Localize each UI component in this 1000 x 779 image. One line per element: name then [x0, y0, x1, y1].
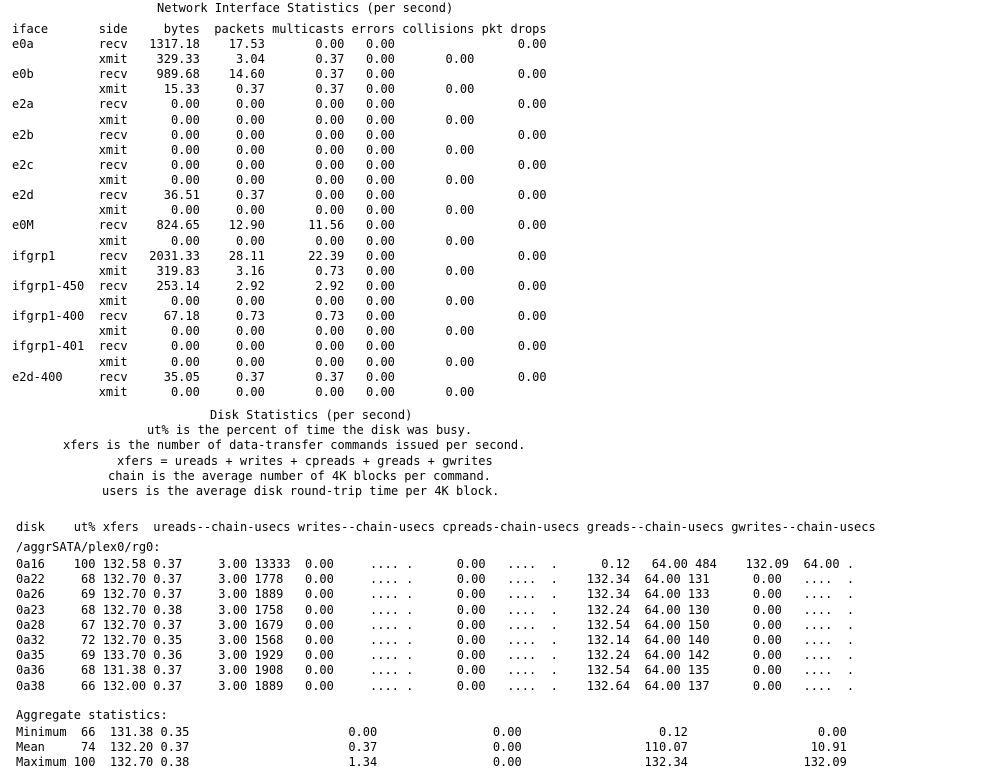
network-title: Network Interface Statistics (per second)	[157, 1, 454, 15]
network-row: e2a recv 0.00 0.00 0.00 0.00 0.00	[12, 97, 547, 112]
network-row: xmit 0.00 0.00 0.00 0.00 0.00	[12, 233, 475, 248]
disk-title: Disk Statistics (per second)	[210, 408, 413, 422]
disk-row: 0a23 68 132.70 0.38 3.00 1758 0.00 .... . 0.00 .... . 132.24 64.00 130 0.00 .... .	[16, 602, 855, 617]
aggregate-row: Minimum 66 131.38 0.35 0.00 0.00 0.12 0.00	[16, 725, 847, 739]
network-row: ifgrp1-400 recv 67.18 0.73 0.73 0.00 0.00	[12, 309, 547, 324]
network-row: e2b recv 0.00 0.00 0.00 0.00 0.00	[12, 127, 547, 142]
network-row: xmit 0.00 0.00 0.00 0.00 0.00	[12, 384, 475, 399]
network-row: xmit 0.00 0.00 0.00 0.00 0.00	[12, 203, 475, 218]
disk-note-xfers: xfers is the number of data-transfer commands issued per second.	[63, 438, 526, 452]
disk-row: 0a32 72 132.70 0.35 3.00 1568 0.00 .... . 0.00 .... . 132.14 64.00 140 0.00 .... .	[16, 633, 855, 647]
network-row: xmit 15.33 0.37 0.37 0.00 0.00	[12, 82, 475, 97]
raid-group-label: /aggrSATA/plex0/rg0:	[16, 540, 161, 554]
network-row: xmit 0.00 0.00 0.00 0.00 0.00	[12, 173, 475, 188]
disk-row: 0a28 67 132.70 0.37 3.00 1679 0.00 .... . 0.00 .... . 132.54 64.00 150 0.00 .... .	[16, 617, 855, 632]
network-row: xmit 0.00 0.00 0.00 0.00 0.00	[12, 354, 475, 369]
network-header: iface side bytes packets multicasts errors collisions pkt drops	[12, 22, 547, 36]
network-row: e2d-400 recv 35.05 0.37 0.37 0.00 0.00	[12, 369, 547, 384]
aggregate-row: Maximum 100 132.70 0.38 1.34 0.00 132.34 132.09	[16, 755, 847, 770]
network-row: xmit 0.00 0.00 0.00 0.00 0.00	[12, 294, 475, 309]
network-row: xmit 329.33 3.04 0.37 0.00 0.00	[12, 52, 475, 67]
aggregate-title: Aggregate statistics:	[16, 708, 168, 722]
disk-row: 0a35 69 133.70 0.36 3.00 1929 0.00 .... . 0.00 .... . 132.24 64.00 142 0.00 .... .	[16, 648, 855, 663]
disk-row: 0a26 69 132.70 0.37 3.00 1889 0.00 .... . 0.00 .... . 132.34 64.00 133 0.00 .... .	[16, 587, 855, 602]
disk-note-xfers-formula: xfers = ureads + writes + cpreads + greads + gwrites	[117, 454, 493, 468]
network-row: xmit 0.00 0.00 0.00 0.00 0.00	[12, 324, 475, 339]
network-row: ifgrp1-450 recv 253.14 2.92 2.92 0.00 0.00	[12, 278, 547, 293]
disk-row: 0a16 100 132.58 0.37 3.00 13333 0.00 .... . 0.00 .... . 0.12 64.00 484 132.09 64.00 .	[16, 557, 855, 571]
network-row: xmit 319.83 3.16 0.73 0.00 0.00	[12, 263, 475, 278]
network-row: e0a recv 1317.18 17.53 0.00 0.00 0.00	[12, 37, 547, 51]
network-row: e2c recv 0.00 0.00 0.00 0.00 0.00	[12, 157, 547, 172]
network-row: xmit 0.00 0.00 0.00 0.00 0.00	[12, 112, 475, 127]
network-row: e0b recv 989.68 14.60 0.37 0.00 0.00	[12, 67, 547, 82]
network-row: xmit 0.00 0.00 0.00 0.00 0.00	[12, 142, 475, 157]
disk-note-usecs: users is the average disk round-trip time per 4K block.	[102, 484, 500, 498]
disk-row: 0a38 66 132.00 0.37 3.00 1889 0.00 .... . 0.00 .... . 132.64 64.00 137 0.00 .... .	[16, 678, 855, 693]
aggregate-row: Mean 74 132.20 0.37 0.37 0.00 110.07 10.91	[16, 740, 847, 755]
network-row: ifgrp1-401 recv 0.00 0.00 0.00 0.00 0.00	[12, 339, 547, 354]
network-row: e0M recv 824.65 12.90 11.56 0.00 0.00	[12, 218, 547, 233]
disk-row: 0a36 68 131.38 0.37 3.00 1908 0.00 .... . 0.00 .... . 132.54 64.00 135 0.00 .... .	[16, 663, 855, 678]
disk-row: 0a22 68 132.70 0.37 3.00 1778 0.00 .... . 0.00 .... . 132.34 64.00 131 0.00 .... .	[16, 572, 855, 587]
disk-note-utilization: ut% is the percent of time the disk was busy.	[147, 423, 473, 437]
network-row: ifgrp1 recv 2031.33 28.11 22.39 0.00 0.00	[12, 248, 547, 263]
disk-header: disk ut% xfers ureads--chain-usecs writes--chain-usecs cpreads-chain-usecs greads--chain-usecs gwrites--chain-usecs	[16, 520, 876, 534]
disk-note-chain: chain is the average number of 4K blocks per command.	[108, 469, 491, 483]
network-row: e2d recv 36.51 0.37 0.00 0.00 0.00	[12, 188, 547, 203]
